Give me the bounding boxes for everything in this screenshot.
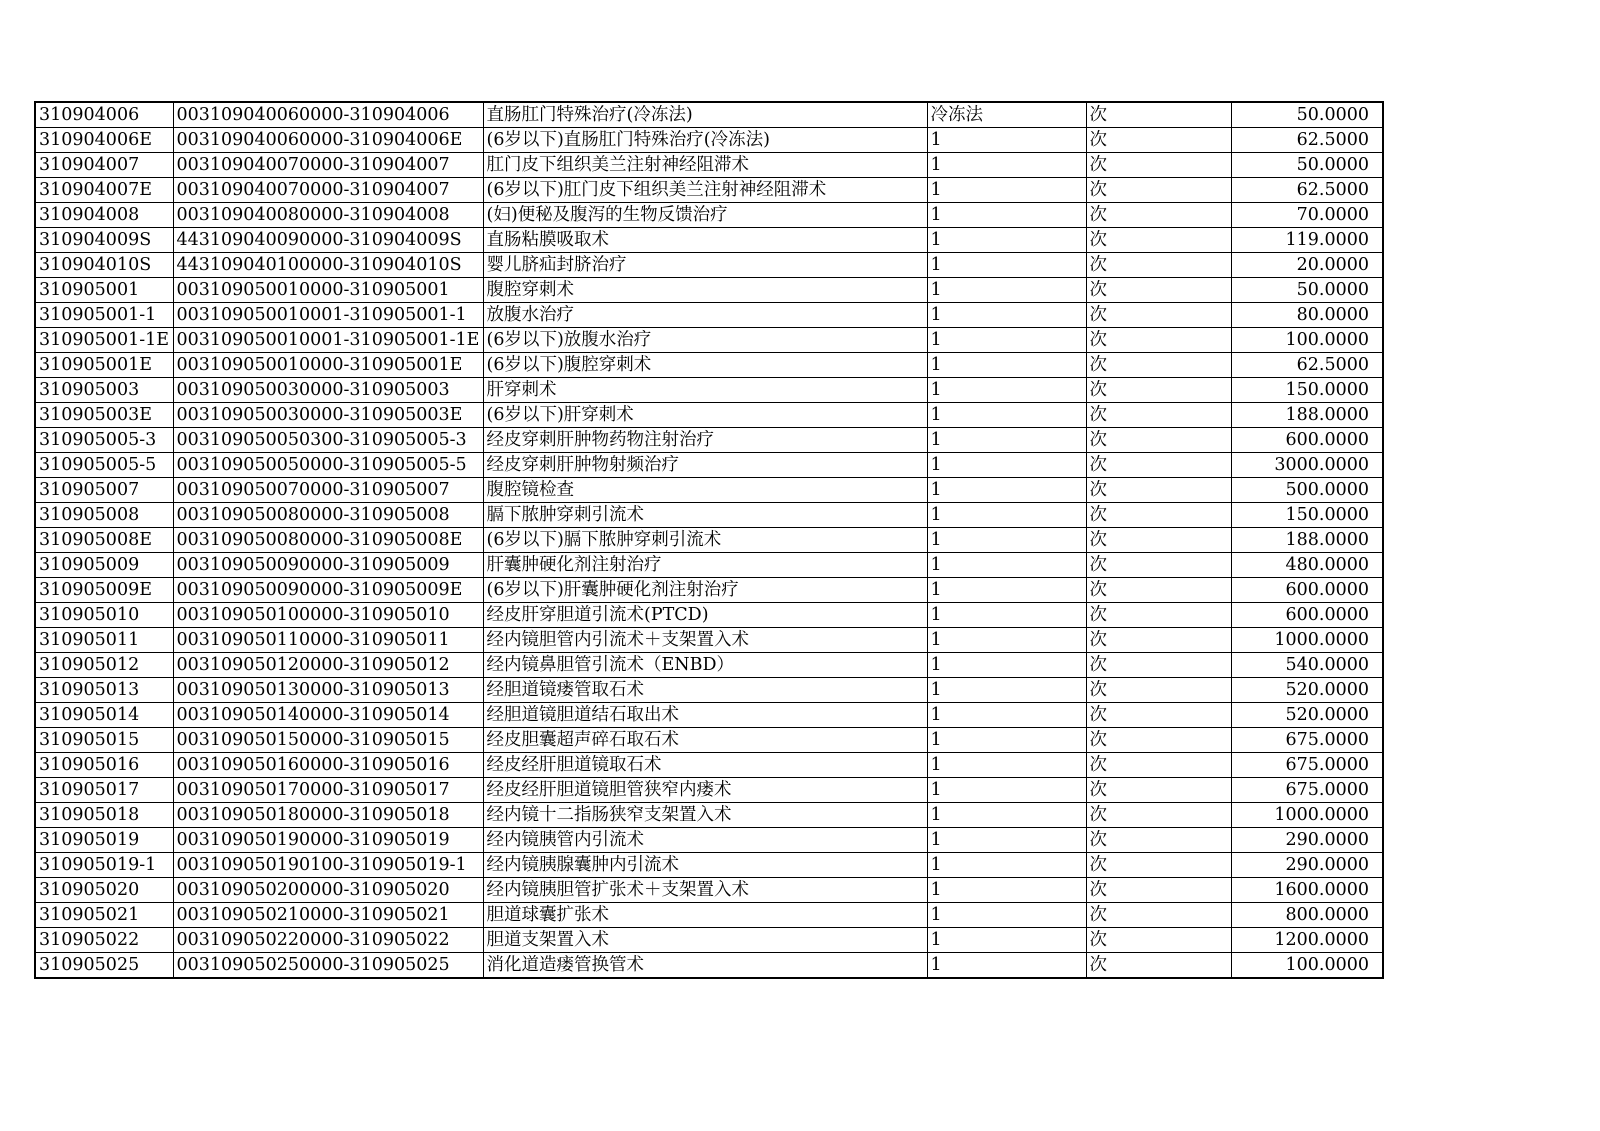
price-cell: 50.0000 [1231, 102, 1383, 128]
fee-table [34, 101, 1384, 979]
unit-cell: 次 [1086, 453, 1231, 478]
unit-cell: 次 [1086, 753, 1231, 778]
price-cell: 100.0000 [1231, 953, 1383, 979]
item-code-cell: 310905005-3 [35, 428, 173, 453]
table-row [35, 153, 1383, 178]
table-row [35, 753, 1383, 778]
full-code-cell: 003109050030000-310905003E [173, 403, 483, 428]
full-code-cell: 003109050030000-310905003 [173, 378, 483, 403]
table-row [35, 278, 1383, 303]
note-cell: 1 [927, 803, 1086, 828]
item-code-cell: 310905010 [35, 603, 173, 628]
note-cell: 1 [927, 453, 1086, 478]
item-name-cell: 胆道支架置入术 [483, 928, 927, 953]
price-cell: 290.0000 [1231, 828, 1383, 853]
unit-cell: 次 [1086, 203, 1231, 228]
item-name-cell: (6岁以下)腹腔穿刺术 [483, 353, 927, 378]
price-cell: 675.0000 [1231, 728, 1383, 753]
unit-cell: 次 [1086, 853, 1231, 878]
table-row [35, 453, 1383, 478]
table-row [35, 953, 1383, 979]
table-row [35, 828, 1383, 853]
item-name-cell: 经皮胆囊超声碎石取石术 [483, 728, 927, 753]
unit-cell: 次 [1086, 328, 1231, 353]
price-cell: 290.0000 [1231, 853, 1383, 878]
table-row [35, 428, 1383, 453]
unit-cell: 次 [1086, 253, 1231, 278]
full-code-cell: 003109050050000-310905005-5 [173, 453, 483, 478]
note-cell: 1 [927, 653, 1086, 678]
unit-cell: 次 [1086, 378, 1231, 403]
item-name-cell: 腹腔穿刺术 [483, 278, 927, 303]
item-name-cell: (6岁以下)肝穿刺术 [483, 403, 927, 428]
price-cell: 62.5000 [1231, 353, 1383, 378]
unit-cell: 次 [1086, 478, 1231, 503]
note-cell: 1 [927, 203, 1086, 228]
item-code-cell: 310905001E [35, 353, 173, 378]
price-cell: 1200.0000 [1231, 928, 1383, 953]
item-code-cell: 310905001-1 [35, 303, 173, 328]
price-cell: 675.0000 [1231, 778, 1383, 803]
item-code-cell: 310905007 [35, 478, 173, 503]
full-code-cell: 003109050080000-310905008 [173, 503, 483, 528]
item-name-cell: 经皮穿刺肝肿物射频治疗 [483, 453, 927, 478]
note-cell: 1 [927, 378, 1086, 403]
full-code-cell: 443109040100000-310904010S [173, 253, 483, 278]
note-cell: 1 [927, 928, 1086, 953]
price-cell: 600.0000 [1231, 578, 1383, 603]
note-cell: 1 [927, 428, 1086, 453]
table-row [35, 928, 1383, 953]
full-code-cell: 003109050010000-310905001 [173, 278, 483, 303]
note-cell: 1 [927, 328, 1086, 353]
price-cell: 100.0000 [1231, 328, 1383, 353]
full-code-cell: 003109040080000-310904008 [173, 203, 483, 228]
note-cell: 1 [927, 478, 1086, 503]
note-cell: 1 [927, 603, 1086, 628]
price-cell: 70.0000 [1231, 203, 1383, 228]
item-code-cell: 310905015 [35, 728, 173, 753]
item-name-cell: 经内镜胆管内引流术＋支架置入术 [483, 628, 927, 653]
item-code-cell: 310904008 [35, 203, 173, 228]
unit-cell: 次 [1086, 953, 1231, 979]
item-code-cell: 310904010S [35, 253, 173, 278]
note-cell: 1 [927, 353, 1086, 378]
item-name-cell: (妇)便秘及腹泻的生物反馈治疗 [483, 203, 927, 228]
price-cell: 20.0000 [1231, 253, 1383, 278]
unit-cell: 次 [1086, 278, 1231, 303]
note-cell: 1 [927, 403, 1086, 428]
full-code-cell: 003109050080000-310905008E [173, 528, 483, 553]
unit-cell: 次 [1086, 403, 1231, 428]
price-cell: 150.0000 [1231, 503, 1383, 528]
price-cell: 188.0000 [1231, 528, 1383, 553]
table-row [35, 653, 1383, 678]
price-cell: 50.0000 [1231, 153, 1383, 178]
item-code-cell: 310905013 [35, 678, 173, 703]
item-name-cell: 肝穿刺术 [483, 378, 927, 403]
item-code-cell: 310905009 [35, 553, 173, 578]
table-row [35, 878, 1383, 903]
note-cell: 1 [927, 728, 1086, 753]
note-cell: 1 [927, 228, 1086, 253]
note-cell: 1 [927, 128, 1086, 153]
price-cell: 62.5000 [1231, 128, 1383, 153]
price-cell: 1600.0000 [1231, 878, 1383, 903]
unit-cell: 次 [1086, 628, 1231, 653]
price-cell: 600.0000 [1231, 603, 1383, 628]
unit-cell: 次 [1086, 553, 1231, 578]
item-name-cell: 经皮经肝胆道镜胆管狭窄内瘘术 [483, 778, 927, 803]
item-name-cell: 经皮肝穿胆道引流术(PTCD) [483, 603, 927, 628]
item-name-cell: 膈下脓肿穿刺引流术 [483, 503, 927, 528]
unit-cell: 次 [1086, 128, 1231, 153]
unit-cell: 次 [1086, 903, 1231, 928]
item-name-cell: (6岁以下)放腹水治疗 [483, 328, 927, 353]
full-code-cell: 003109050170000-310905017 [173, 778, 483, 803]
item-name-cell: 经胆道镜瘘管取石术 [483, 678, 927, 703]
note-cell: 1 [927, 178, 1086, 203]
table-row [35, 778, 1383, 803]
full-code-cell: 003109040060000-310904006 [173, 102, 483, 128]
table-row [35, 378, 1383, 403]
price-cell: 50.0000 [1231, 278, 1383, 303]
item-name-cell: (6岁以下)肛门皮下组织美兰注射神经阻滞术 [483, 178, 927, 203]
price-cell: 675.0000 [1231, 753, 1383, 778]
note-cell: 1 [927, 678, 1086, 703]
unit-cell: 次 [1086, 928, 1231, 953]
table-row [35, 228, 1383, 253]
item-code-cell: 310905012 [35, 653, 173, 678]
price-cell: 119.0000 [1231, 228, 1383, 253]
full-code-cell: 003109050010000-310905001E [173, 353, 483, 378]
table-row [35, 102, 1383, 128]
full-code-cell: 003109050110000-310905011 [173, 628, 483, 653]
table-row [35, 603, 1383, 628]
unit-cell: 次 [1086, 803, 1231, 828]
item-code-cell: 310905020 [35, 878, 173, 903]
full-code-cell: 003109050220000-310905022 [173, 928, 483, 953]
note-cell: 1 [927, 778, 1086, 803]
unit-cell: 次 [1086, 153, 1231, 178]
full-code-cell: 003109050090000-310905009 [173, 553, 483, 578]
fee-table-body [35, 102, 1383, 978]
item-name-cell: 婴儿脐疝封脐治疗 [483, 253, 927, 278]
table-row [35, 253, 1383, 278]
price-cell: 600.0000 [1231, 428, 1383, 453]
table-row [35, 353, 1383, 378]
table-row [35, 203, 1383, 228]
note-cell: 1 [927, 753, 1086, 778]
table-row [35, 803, 1383, 828]
full-code-cell: 003109050100000-310905010 [173, 603, 483, 628]
note-cell: 1 [927, 278, 1086, 303]
item-code-cell: 310905014 [35, 703, 173, 728]
item-code-cell: 310905018 [35, 803, 173, 828]
full-code-cell: 003109050130000-310905013 [173, 678, 483, 703]
unit-cell: 次 [1086, 828, 1231, 853]
price-cell: 1000.0000 [1231, 628, 1383, 653]
note-cell: 1 [927, 528, 1086, 553]
item-name-cell: 消化道造瘘管换管术 [483, 953, 927, 979]
price-cell: 480.0000 [1231, 553, 1383, 578]
table-row [35, 128, 1383, 153]
note-cell: 1 [927, 878, 1086, 903]
unit-cell: 次 [1086, 578, 1231, 603]
note-cell: 1 [927, 628, 1086, 653]
full-code-cell: 003109040070000-310904007 [173, 178, 483, 203]
full-code-cell: 003109050190100-310905019-1 [173, 853, 483, 878]
full-code-cell: 003109040070000-310904007 [173, 153, 483, 178]
table-row [35, 703, 1383, 728]
item-code-cell: 310905016 [35, 753, 173, 778]
price-cell: 520.0000 [1231, 703, 1383, 728]
item-code-cell: 310905008 [35, 503, 173, 528]
table-row [35, 478, 1383, 503]
item-code-cell: 310905008E [35, 528, 173, 553]
item-code-cell: 310905017 [35, 778, 173, 803]
full-code-cell: 003109050210000-310905021 [173, 903, 483, 928]
price-cell: 150.0000 [1231, 378, 1383, 403]
item-name-cell: 经内镜鼻胆管引流术（ENBD） [483, 653, 927, 678]
item-name-cell: 直肠肛门特殊治疗(冷冻法) [483, 102, 927, 128]
unit-cell: 次 [1086, 878, 1231, 903]
unit-cell: 次 [1086, 178, 1231, 203]
item-code-cell: 310905001-1E [35, 328, 173, 353]
unit-cell: 次 [1086, 102, 1231, 128]
unit-cell: 次 [1086, 603, 1231, 628]
note-cell: 1 [927, 503, 1086, 528]
item-code-cell: 310905025 [35, 953, 173, 979]
full-code-cell: 003109050010001-310905001-1E [173, 328, 483, 353]
table-row [35, 503, 1383, 528]
price-cell: 80.0000 [1231, 303, 1383, 328]
table-row [35, 628, 1383, 653]
item-code-cell: 310905021 [35, 903, 173, 928]
price-cell: 540.0000 [1231, 653, 1383, 678]
full-code-cell: 003109050050300-310905005-3 [173, 428, 483, 453]
item-name-cell: 肛门皮下组织美兰注射神经阻滞术 [483, 153, 927, 178]
price-cell: 500.0000 [1231, 478, 1383, 503]
unit-cell: 次 [1086, 703, 1231, 728]
note-cell: 1 [927, 703, 1086, 728]
full-code-cell: 003109050200000-310905020 [173, 878, 483, 903]
note-cell: 冷冻法 [927, 102, 1086, 128]
item-name-cell: 经胆道镜胆道结石取出术 [483, 703, 927, 728]
item-name-cell: 胆道球囊扩张术 [483, 903, 927, 928]
item-code-cell: 310905019 [35, 828, 173, 853]
table-row [35, 903, 1383, 928]
table-row [35, 853, 1383, 878]
full-code-cell: 003109050070000-310905007 [173, 478, 483, 503]
unit-cell: 次 [1086, 353, 1231, 378]
note-cell: 1 [927, 903, 1086, 928]
table-row [35, 403, 1383, 428]
note-cell: 1 [927, 303, 1086, 328]
item-name-cell: (6岁以下)肝囊肿硬化剂注射治疗 [483, 578, 927, 603]
full-code-cell: 003109050120000-310905012 [173, 653, 483, 678]
item-code-cell: 310905003E [35, 403, 173, 428]
note-cell: 1 [927, 828, 1086, 853]
item-code-cell: 310904009S [35, 228, 173, 253]
item-code-cell: 310905022 [35, 928, 173, 953]
unit-cell: 次 [1086, 228, 1231, 253]
unit-cell: 次 [1086, 428, 1231, 453]
table-row [35, 303, 1383, 328]
price-cell: 3000.0000 [1231, 453, 1383, 478]
item-code-cell: 310904007E [35, 178, 173, 203]
full-code-cell: 003109050150000-310905015 [173, 728, 483, 753]
price-cell: 800.0000 [1231, 903, 1383, 928]
item-name-cell: 经内镜胰腺囊肿内引流术 [483, 853, 927, 878]
item-name-cell: 经皮经肝胆道镜取石术 [483, 753, 927, 778]
unit-cell: 次 [1086, 678, 1231, 703]
item-name-cell: 经内镜十二指肠狭窄支架置入术 [483, 803, 927, 828]
note-cell: 1 [927, 153, 1086, 178]
item-name-cell: 经内镜胰胆管扩张术＋支架置入术 [483, 878, 927, 903]
item-name-cell: (6岁以下)直肠肛门特殊治疗(冷冻法) [483, 128, 927, 153]
unit-cell: 次 [1086, 653, 1231, 678]
item-code-cell: 310904006 [35, 102, 173, 128]
item-name-cell: 经皮穿刺肝肿物药物注射治疗 [483, 428, 927, 453]
note-cell: 1 [927, 253, 1086, 278]
full-code-cell: 003109040060000-310904006E [173, 128, 483, 153]
item-code-cell: 310905001 [35, 278, 173, 303]
item-code-cell: 310905005-5 [35, 453, 173, 478]
full-code-cell: 003109050010001-310905001-1 [173, 303, 483, 328]
table-row [35, 678, 1383, 703]
full-code-cell: 003109050160000-310905016 [173, 753, 483, 778]
item-code-cell: 310905003 [35, 378, 173, 403]
unit-cell: 次 [1086, 728, 1231, 753]
item-code-cell: 310905011 [35, 628, 173, 653]
unit-cell: 次 [1086, 503, 1231, 528]
table-row [35, 178, 1383, 203]
item-name-cell: 经内镜胰管内引流术 [483, 828, 927, 853]
full-code-cell: 003109050190000-310905019 [173, 828, 483, 853]
full-code-cell: 443109040090000-310904009S [173, 228, 483, 253]
note-cell: 1 [927, 853, 1086, 878]
price-cell: 62.5000 [1231, 178, 1383, 203]
item-code-cell: 310904007 [35, 153, 173, 178]
price-cell: 1000.0000 [1231, 803, 1383, 828]
item-name-cell: 放腹水治疗 [483, 303, 927, 328]
table-row [35, 328, 1383, 353]
item-name-cell: (6岁以下)膈下脓肿穿刺引流术 [483, 528, 927, 553]
item-name-cell: 腹腔镜检查 [483, 478, 927, 503]
full-code-cell: 003109050180000-310905018 [173, 803, 483, 828]
item-code-cell: 310905009E [35, 578, 173, 603]
item-name-cell: 肝囊肿硬化剂注射治疗 [483, 553, 927, 578]
full-code-cell: 003109050140000-310905014 [173, 703, 483, 728]
table-row [35, 553, 1383, 578]
table-row [35, 528, 1383, 553]
note-cell: 1 [927, 553, 1086, 578]
full-code-cell: 003109050090000-310905009E [173, 578, 483, 603]
unit-cell: 次 [1086, 778, 1231, 803]
price-cell: 188.0000 [1231, 403, 1383, 428]
item-code-cell: 310905019-1 [35, 853, 173, 878]
note-cell: 1 [927, 953, 1086, 979]
table-row [35, 578, 1383, 603]
unit-cell: 次 [1086, 528, 1231, 553]
table-row [35, 728, 1383, 753]
unit-cell: 次 [1086, 303, 1231, 328]
full-code-cell: 003109050250000-310905025 [173, 953, 483, 979]
item-name-cell: 直肠粘膜吸取术 [483, 228, 927, 253]
item-code-cell: 310904006E [35, 128, 173, 153]
note-cell: 1 [927, 578, 1086, 603]
price-cell: 520.0000 [1231, 678, 1383, 703]
